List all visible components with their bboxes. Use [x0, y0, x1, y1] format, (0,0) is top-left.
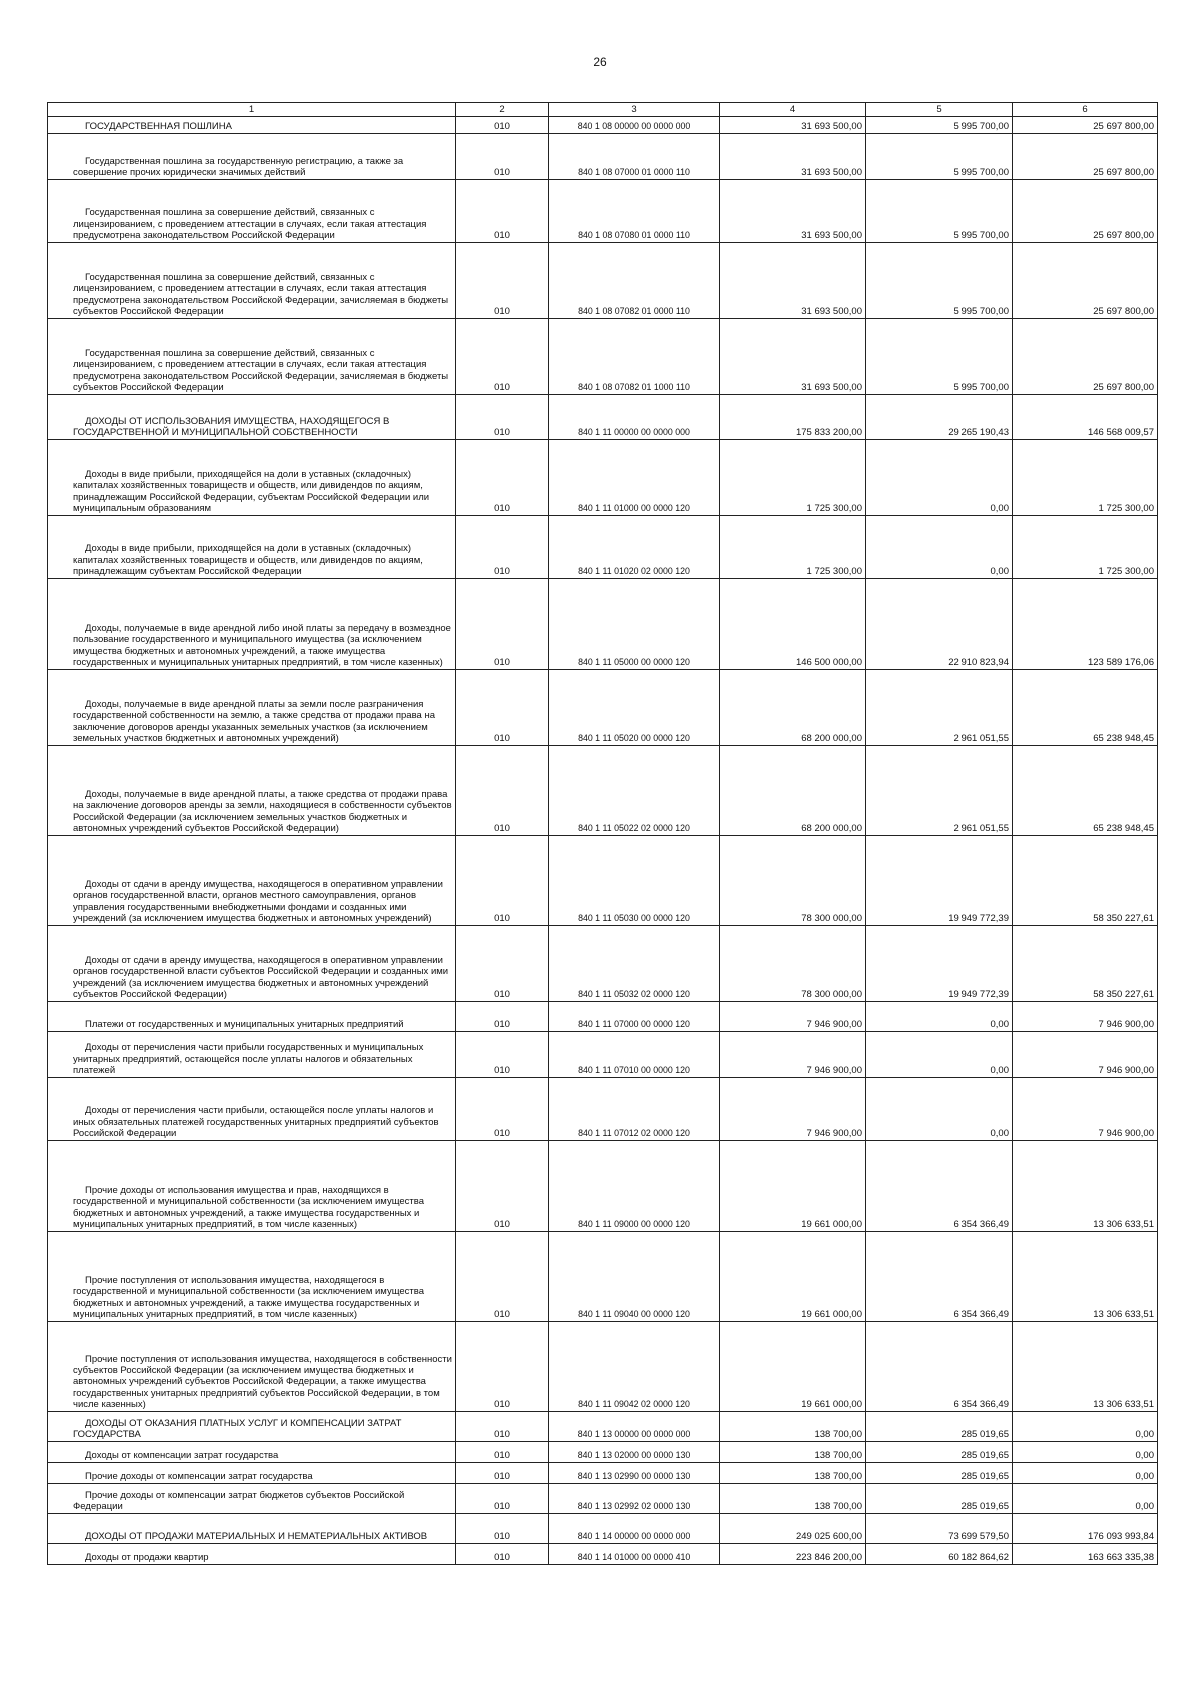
revenue-name-cell: Платежи от государственных и муниципальных унитарных предприятий	[48, 1002, 456, 1032]
revenue-name-cell: ДОХОДЫ ОТ ПРОДАЖИ МАТЕРИАЛЬНЫХ И НЕМАТЕРИАЛЬНЫХ АКТИВОВ	[48, 1514, 456, 1544]
unexecuted-amount-cell: 146 568 009,57	[1013, 395, 1158, 440]
approved-amount-cell: 19 661 000,00	[720, 1232, 866, 1322]
approved-amount-cell: 19 661 000,00	[720, 1322, 866, 1412]
approved-amount-cell: 31 693 500,00	[720, 180, 866, 243]
executed-amount-cell: 22 910 823,94	[866, 579, 1013, 670]
budget-code-cell: 840 1 11 05030 00 0000 120	[549, 836, 720, 926]
unexecuted-amount-cell: 58 350 227,61	[1013, 836, 1158, 926]
executed-amount-cell: 73 699 579,50	[866, 1514, 1013, 1544]
executed-amount-cell: 19 949 772,39	[866, 926, 1013, 1002]
executed-amount-cell: 0,00	[866, 1002, 1013, 1032]
table-row	[48, 836, 1158, 926]
line-code-cell: 010	[456, 319, 549, 395]
table-row	[48, 319, 1158, 395]
approved-amount-cell: 1 725 300,00	[720, 440, 866, 516]
revenue-name-cell: Государственная пошлина за совершение действий, связанных с лицензированием, с проведением аттестации в случаях, если такая аттестация предусмотрена законодательством Российской Федерации, зачисляемая в бюджеты субъектов Российской Федерации	[48, 243, 456, 319]
revenue-name-cell: ДОХОДЫ ОТ ИСПОЛЬЗОВАНИЯ ИМУЩЕСТВА, НАХОДЯЩЕГОСЯ В ГОСУДАРСТВЕННОЙ И МУНИЦИПАЛЬНОЙ СОБСТВЕННОСТИ	[48, 395, 456, 440]
revenue-name-cell: Доходы, получаемые в виде арендной платы за земли после разграничения государственной собственности на землю, а также средства от продажи права на заключение договоров аренды указанных земельных участков (за исключением земельных участков бюджетных и автономных учреждений)	[48, 670, 456, 746]
budget-code-cell: 840 1 11 09042 02 0000 120	[549, 1322, 720, 1412]
approved-amount-cell: 31 693 500,00	[720, 134, 866, 180]
approved-amount-cell: 78 300 000,00	[720, 926, 866, 1002]
table-row	[48, 440, 1158, 516]
column-number-row	[48, 103, 1158, 117]
table-row	[48, 1544, 1158, 1565]
line-code-cell: 010	[456, 1322, 549, 1412]
executed-amount-cell: 285 019,65	[866, 1484, 1013, 1514]
budget-code-cell: 840 1 08 07080 01 0000 110	[549, 180, 720, 243]
line-code-cell: 010	[456, 1141, 549, 1232]
approved-amount-cell: 31 693 500,00	[720, 319, 866, 395]
line-code-cell: 010	[456, 1412, 549, 1442]
executed-amount-cell: 285 019,65	[866, 1412, 1013, 1442]
revenue-name-cell: Доходы от сдачи в аренду имущества, находящегося в оперативном управлении органов государственной власти, органов местного самоуправления, органов управления государственными внебюджетными фондами и созданных ими учреждений (за исключением имущества бюджетных и автономных учреждений)	[48, 836, 456, 926]
revenue-name-cell: Доходы от компенсации затрат государства	[48, 1442, 456, 1463]
line-code-cell: 010	[456, 1514, 549, 1544]
unexecuted-amount-cell: 25 697 800,00	[1013, 180, 1158, 243]
table-row	[48, 243, 1158, 319]
budget-code-cell: 840 1 11 05022 02 0000 120	[549, 746, 720, 836]
table-row	[48, 926, 1158, 1002]
unexecuted-amount-cell: 0,00	[1013, 1484, 1158, 1514]
table-row	[48, 1322, 1158, 1412]
line-code-cell: 010	[456, 670, 549, 746]
budget-code-cell: 840 1 11 07012 02 0000 120	[549, 1078, 720, 1141]
approved-amount-cell: 138 700,00	[720, 1412, 866, 1442]
approved-amount-cell: 249 025 600,00	[720, 1514, 866, 1544]
revenue-name-cell: Доходы в виде прибыли, приходящейся на доли в уставных (складочных) капиталах хозяйственных товариществ и обществ, или дивидендов по акциям, принадлежащим Российской Федерации, субъектам Российской Федерации или муниципальным образованиям	[48, 440, 456, 516]
table-row	[48, 117, 1158, 134]
budget-code-cell: 840 1 11 01000 00 0000 120	[549, 440, 720, 516]
executed-amount-cell: 29 265 190,43	[866, 395, 1013, 440]
executed-amount-cell: 5 995 700,00	[866, 243, 1013, 319]
table-row	[48, 1032, 1158, 1078]
executed-amount-cell: 5 995 700,00	[866, 134, 1013, 180]
table-row	[48, 1002, 1158, 1032]
approved-amount-cell: 146 500 000,00	[720, 579, 866, 670]
line-code-cell: 010	[456, 746, 549, 836]
unexecuted-amount-cell: 25 697 800,00	[1013, 134, 1158, 180]
column-header-3: 3	[549, 103, 720, 117]
line-code-cell: 010	[456, 1232, 549, 1322]
revenue-name-cell: Доходы от перечисления части прибыли государственных и муниципальных унитарных предприятий, остающейся после уплаты налогов и обязательных платежей	[48, 1032, 456, 1078]
line-code-cell: 010	[456, 117, 549, 134]
approved-amount-cell: 7 946 900,00	[720, 1032, 866, 1078]
table-row	[48, 579, 1158, 670]
executed-amount-cell: 285 019,65	[866, 1463, 1013, 1484]
executed-amount-cell: 0,00	[866, 516, 1013, 579]
unexecuted-amount-cell: 123 589 176,06	[1013, 579, 1158, 670]
revenue-name-cell: Прочие доходы от компенсации затрат государства	[48, 1463, 456, 1484]
executed-amount-cell: 2 961 051,55	[866, 670, 1013, 746]
unexecuted-amount-cell: 1 725 300,00	[1013, 440, 1158, 516]
budget-code-cell: 840 1 14 00000 00 0000 000	[549, 1514, 720, 1544]
column-header-5: 5	[866, 103, 1013, 117]
approved-amount-cell: 31 693 500,00	[720, 117, 866, 134]
unexecuted-amount-cell: 13 306 633,51	[1013, 1141, 1158, 1232]
approved-amount-cell: 68 200 000,00	[720, 746, 866, 836]
executed-amount-cell: 0,00	[866, 1078, 1013, 1141]
line-code-cell: 010	[456, 1442, 549, 1463]
approved-amount-cell: 7 946 900,00	[720, 1078, 866, 1141]
executed-amount-cell: 2 961 051,55	[866, 746, 1013, 836]
table-row	[48, 134, 1158, 180]
revenue-name-cell: Доходы от сдачи в аренду имущества, находящегося в оперативном управлении органов государственной власти субъектов Российской Федерации и созданных ими учреждений (за исключением имущества бюджетных и автономных учреждений субъектов Российской Федерации)	[48, 926, 456, 1002]
revenue-name-cell: Прочие доходы от компенсации затрат бюджетов субъектов Российской Федерации	[48, 1484, 456, 1514]
revenue-execution-table	[47, 102, 1158, 1565]
revenue-name-cell: Доходы в виде прибыли, приходящейся на доли в уставных (складочных) капиталах хозяйственных товариществ и обществ, или дивидендов по акциям, принадлежащим субъектам Российской Федерации	[48, 516, 456, 579]
executed-amount-cell: 60 182 864,62	[866, 1544, 1013, 1565]
budget-code-cell: 840 1 11 07010 00 0000 120	[549, 1032, 720, 1078]
table-row	[48, 180, 1158, 243]
table-row	[48, 670, 1158, 746]
approved-amount-cell: 78 300 000,00	[720, 836, 866, 926]
table-row	[48, 1232, 1158, 1322]
column-header-4: 4	[720, 103, 866, 117]
budget-code-cell: 840 1 08 07000 01 0000 110	[549, 134, 720, 180]
executed-amount-cell: 0,00	[866, 440, 1013, 516]
budget-code-cell: 840 1 13 02990 00 0000 130	[549, 1463, 720, 1484]
unexecuted-amount-cell: 25 697 800,00	[1013, 117, 1158, 134]
budget-code-cell: 840 1 11 07000 00 0000 120	[549, 1002, 720, 1032]
unexecuted-amount-cell: 58 350 227,61	[1013, 926, 1158, 1002]
unexecuted-amount-cell: 13 306 633,51	[1013, 1322, 1158, 1412]
table-row	[48, 1484, 1158, 1514]
column-header-6: 6	[1013, 103, 1158, 117]
table-row	[48, 1442, 1158, 1463]
budget-code-cell: 840 1 11 05020 00 0000 120	[549, 670, 720, 746]
budget-code-cell: 840 1 13 02000 00 0000 130	[549, 1442, 720, 1463]
revenue-name-cell: Доходы, получаемые в виде арендной платы, а также средства от продажи права на заключение договоров аренды за земли, находящиеся в собственности субъектов Российской Федерации (за исключением земельных участков бюджетных и автономных учреждений субъектов Российской Федерации)	[48, 746, 456, 836]
unexecuted-amount-cell: 65 238 948,45	[1013, 746, 1158, 836]
line-code-cell: 010	[456, 395, 549, 440]
line-code-cell: 010	[456, 1484, 549, 1514]
revenue-name-cell: Доходы от продажи квартир	[48, 1544, 456, 1565]
column-header-1: 1	[48, 103, 456, 117]
unexecuted-amount-cell: 1 725 300,00	[1013, 516, 1158, 579]
revenue-name-cell: Государственная пошлина за совершение действий, связанных с лицензированием, с проведением аттестации в случаях, если такая аттестация предусмотрена законодательством Российской Федерации	[48, 180, 456, 243]
table-row	[48, 1141, 1158, 1232]
revenue-name-cell: Государственная пошлина за совершение действий, связанных с лицензированием, с проведением аттестации в случаях, если такая аттестация предусмотрена законодательством Российской Федерации, зачисляемая в бюджеты субъектов Российской Федерации	[48, 319, 456, 395]
line-code-cell: 010	[456, 1078, 549, 1141]
approved-amount-cell: 138 700,00	[720, 1463, 866, 1484]
executed-amount-cell: 5 995 700,00	[866, 319, 1013, 395]
line-code-cell: 010	[456, 516, 549, 579]
budget-code-cell: 840 1 11 09040 00 0000 120	[549, 1232, 720, 1322]
approved-amount-cell: 31 693 500,00	[720, 243, 866, 319]
table-row	[48, 1078, 1158, 1141]
line-code-cell: 010	[456, 579, 549, 670]
unexecuted-amount-cell: 0,00	[1013, 1463, 1158, 1484]
budget-code-cell: 840 1 14 01000 00 0000 410	[549, 1544, 720, 1565]
revenue-name-cell: Доходы от перечисления части прибыли, остающейся после уплаты налогов и иных обязательных платежей государственных унитарных предприятий субъектов Российской Федерации	[48, 1078, 456, 1141]
approved-amount-cell: 223 846 200,00	[720, 1544, 866, 1565]
budget-code-cell: 840 1 11 05000 00 0000 120	[549, 579, 720, 670]
executed-amount-cell: 19 949 772,39	[866, 836, 1013, 926]
line-code-cell: 010	[456, 440, 549, 516]
unexecuted-amount-cell: 7 946 900,00	[1013, 1078, 1158, 1141]
table-row	[48, 516, 1158, 579]
executed-amount-cell: 6 354 366,49	[866, 1322, 1013, 1412]
budget-code-cell: 840 1 11 09000 00 0000 120	[549, 1141, 720, 1232]
revenue-name-cell: ГОСУДАРСТВЕННАЯ ПОШЛИНА	[48, 117, 456, 134]
table-row	[48, 746, 1158, 836]
table-row	[48, 1412, 1158, 1442]
line-code-cell: 010	[456, 243, 549, 319]
unexecuted-amount-cell: 65 238 948,45	[1013, 670, 1158, 746]
line-code-cell: 010	[456, 1002, 549, 1032]
budget-code-cell: 840 1 08 00000 00 0000 000	[549, 117, 720, 134]
budget-code-cell: 840 1 08 07082 01 0000 110	[549, 243, 720, 319]
revenue-name-cell: ДОХОДЫ ОТ ОКАЗАНИЯ ПЛАТНЫХ УСЛУГ И КОМПЕНСАЦИИ ЗАТРАТ ГОСУДАРСТВА	[48, 1412, 456, 1442]
approved-amount-cell: 7 946 900,00	[720, 1002, 866, 1032]
table-row	[48, 395, 1158, 440]
executed-amount-cell: 6 354 366,49	[866, 1141, 1013, 1232]
unexecuted-amount-cell: 163 663 335,38	[1013, 1544, 1158, 1565]
line-code-cell: 010	[456, 1032, 549, 1078]
revenue-name-cell: Прочие поступления от использования имущества, находящегося в государственной и муниципальной собственности (за исключением имущества бюджетных и автономных учреждений, а также имущества государственных и муниципальных унитарных предприятий, в том числе казенных)	[48, 1232, 456, 1322]
page-number: 26	[593, 55, 607, 69]
line-code-cell: 010	[456, 180, 549, 243]
revenue-name-cell: Прочие поступления от использования имущества, находящегося в собственности субъектов Российской Федерации (за исключением имущества бюджетных и автономных учреждений субъектов Российской Федерации, а также имущества государственных унитарных предприятий субъектов Российской Федерации, в том числе казенных)	[48, 1322, 456, 1412]
table-row	[48, 1463, 1158, 1484]
unexecuted-amount-cell: 25 697 800,00	[1013, 319, 1158, 395]
unexecuted-amount-cell: 7 946 900,00	[1013, 1032, 1158, 1078]
budget-code-cell: 840 1 13 02992 02 0000 130	[549, 1484, 720, 1514]
executed-amount-cell: 5 995 700,00	[866, 180, 1013, 243]
approved-amount-cell: 138 700,00	[720, 1484, 866, 1514]
unexecuted-amount-cell: 176 093 993,84	[1013, 1514, 1158, 1544]
budget-code-cell: 840 1 11 05032 02 0000 120	[549, 926, 720, 1002]
approved-amount-cell: 138 700,00	[720, 1442, 866, 1463]
line-code-cell: 010	[456, 134, 549, 180]
approved-amount-cell: 68 200 000,00	[720, 670, 866, 746]
unexecuted-amount-cell: 0,00	[1013, 1412, 1158, 1442]
executed-amount-cell: 0,00	[866, 1032, 1013, 1078]
line-code-cell: 010	[456, 1544, 549, 1565]
unexecuted-amount-cell: 25 697 800,00	[1013, 243, 1158, 319]
budget-code-cell: 840 1 11 01020 02 0000 120	[549, 516, 720, 579]
column-header-2: 2	[456, 103, 549, 117]
budget-code-cell: 840 1 08 07082 01 1000 110	[549, 319, 720, 395]
line-code-cell: 010	[456, 836, 549, 926]
executed-amount-cell: 5 995 700,00	[866, 117, 1013, 134]
unexecuted-amount-cell: 13 306 633,51	[1013, 1232, 1158, 1322]
revenue-name-cell: Прочие доходы от использования имущества и прав, находящихся в государственной и муниципальной собственности (за исключением имущества бюджетных и автономных учреждений, а также имущества государственных и муниципальных унитарных предприятий, в том числе казенных)	[48, 1141, 456, 1232]
budget-code-cell: 840 1 13 00000 00 0000 000	[549, 1412, 720, 1442]
approved-amount-cell: 19 661 000,00	[720, 1141, 866, 1232]
executed-amount-cell: 6 354 366,49	[866, 1232, 1013, 1322]
budget-code-cell: 840 1 11 00000 00 0000 000	[549, 395, 720, 440]
revenue-name-cell: Государственная пошлина за государственную регистрацию, а также за совершение прочих юридически значимых действий	[48, 134, 456, 180]
executed-amount-cell: 285 019,65	[866, 1442, 1013, 1463]
revenue-name-cell: Доходы, получаемые в виде арендной либо иной платы за передачу в возмездное пользование государственного и муниципального имущества (за исключением имущества бюджетных и автономных учреждений, а также имущества государственных и муниципальных унитарных предприятий, в том числе казенных)	[48, 579, 456, 670]
unexecuted-amount-cell: 0,00	[1013, 1442, 1158, 1463]
approved-amount-cell: 175 833 200,00	[720, 395, 866, 440]
approved-amount-cell: 1 725 300,00	[720, 516, 866, 579]
table-body	[48, 117, 1158, 1565]
line-code-cell: 010	[456, 926, 549, 1002]
table-row	[48, 1514, 1158, 1544]
line-code-cell: 010	[456, 1463, 549, 1484]
unexecuted-amount-cell: 7 946 900,00	[1013, 1002, 1158, 1032]
